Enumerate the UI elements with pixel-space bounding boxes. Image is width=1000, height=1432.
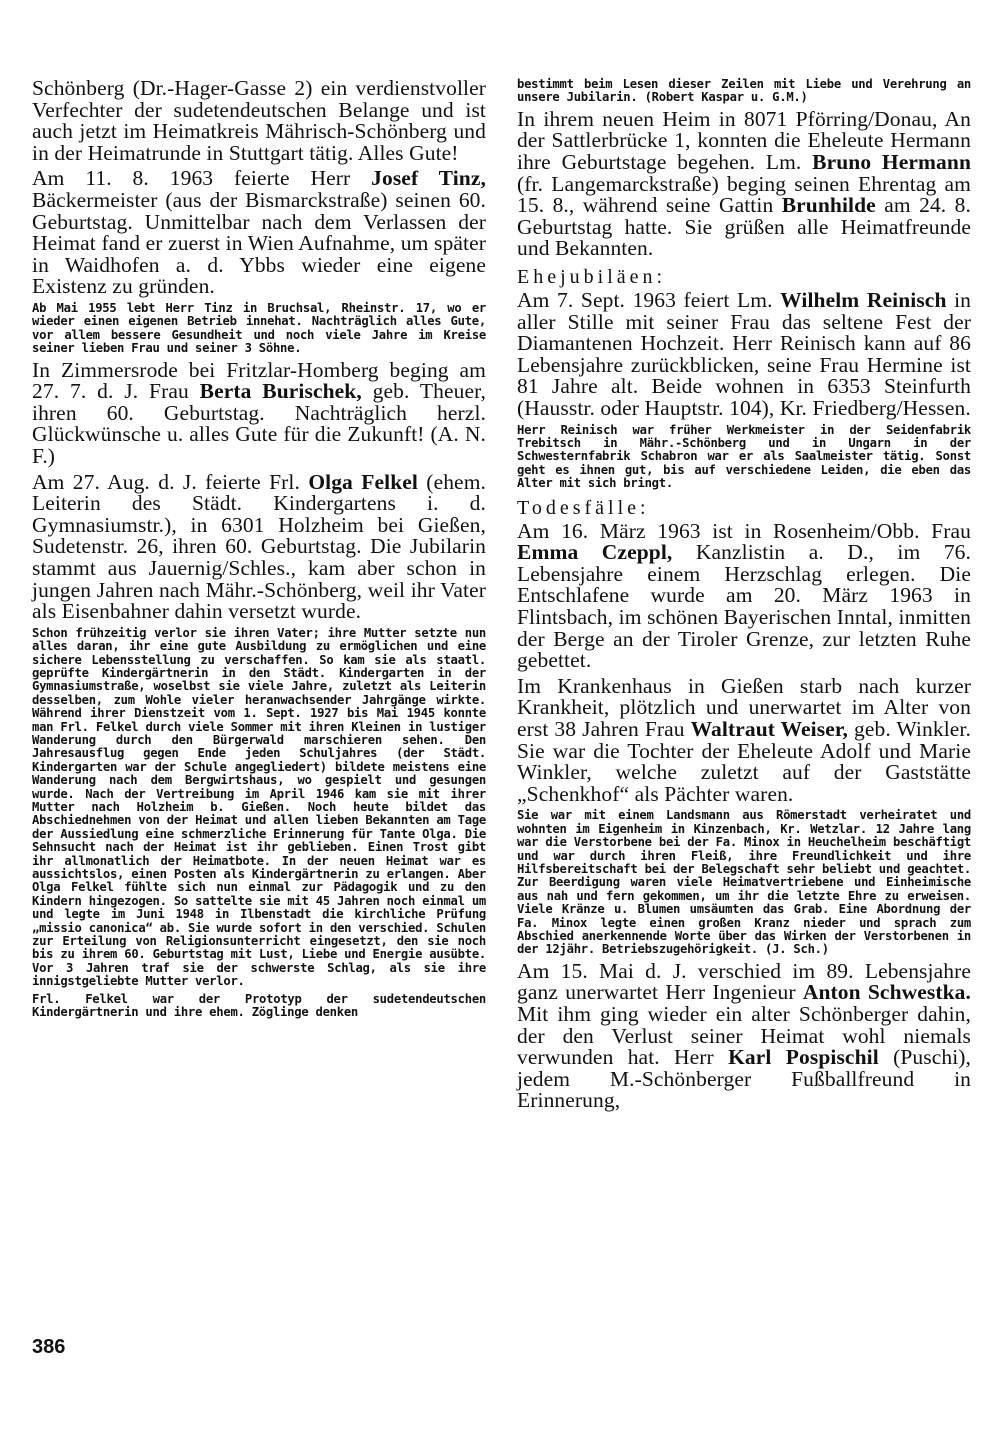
right-column — [517, 78, 971, 1116]
paragraph-text: Am 16. März 1963 ist in Rosenheim/Obb. Frau — [517, 518, 971, 543]
paragraph-text: In Zimmersrode bei Fritzlar-Homberg beging am 27. 7. d. J. Frau — [32, 357, 486, 404]
article-note: Ab Mai 1955 lebt Herr Tinz in Bruchsal, Rheinstr. 17, wo er wieder einen eigenen Betrieb innehat. Nachträglich alles Gute, vor allem bessere Gesundheit und noch viele Jahre im Kreise seiner lieben Frau und seiner 3 Söhne. — [32, 300, 486, 356]
article-paragraph — [517, 287, 972, 420]
person-name: Wilhelm Reinisch — [780, 287, 947, 312]
person-name: Josef Tinz, — [371, 166, 486, 191]
person-name: Berta Burischek, — [199, 379, 362, 404]
person-name: Emma Czeppl, — [517, 540, 673, 565]
page-number: 386 — [32, 1336, 66, 1358]
left-column — [32, 78, 486, 1023]
paragraph-text: Im Krankenhaus in Gießen starb nach kurzer Krankheit, plötzlich und unerwartet im Alter von erst 38 Jahren Frau — [517, 673, 971, 741]
article-paragraph — [32, 168, 486, 298]
paragraph-text: in aller Stille mit seiner Frau das seltene Fest der Diamantenen Hochzeit. Herr Reinisch kann auf 86 Lebensjahre zurückblicken, seine Frau Hermine ist 81 Jahre alt. Beide wohnen in 6353 Steinfurth (Hausstr. oder Hauptstr. 104), Kr. Friedberg/Hessen. — [517, 287, 972, 420]
paragraph-text: geb. Theuer, ihren 60. Geburtstag. Nachträglich herzl. Glückwünsche u. alles Gute für die Zukunft! (A. N. F.) — [32, 379, 486, 468]
person-name: Olga Felkel — [308, 469, 418, 494]
article-paragraph: Schönberg (Dr.-Hager-Gasse 2) ein verdienstvoller Verfechter der sudetendeutschen Belange und ist auch jetzt im Heimatkreis Mährisch-Schönberg und in der Heimatrunde in Stuttgart tätig. Alles Gute! — [32, 76, 486, 165]
paragraph-text: Bäckermeister (aus der Bismarckstraße) seinen 60. Geburtstag. Unmittelbar nach dem Verlassen der Heimat fand er zuerst in Wien Aufnahme, um später in Waidhofen a. d. Ybbs wieder eine eigene Existenz zu gründen. — [32, 187, 486, 299]
paragraph-text: Am 11. 8. 1963 feierte Herr — [32, 166, 372, 191]
article-note: Schon frühzeitig verlor sie ihren Vater; ihre Mutter setzte nun alles daran, ihr eine gute Ausbildung zu ermöglichen und eine sichere Lebensstellung zu verschaffen. So kam sie als staatl. geprüfte Kindergärtnerin in den Städt. Kindergarten in der Gymnasiumstraße, woselbst sie viele Jahre, zuletzt als Leiterin desselben, zum Wohle vieler heranwachsender Jahrgänge wirkte. Während ihrer Dienstzeit vom 1. Sept. 1927 bis Mai 1945 konnte man Frl. Felkel durch viele Sommer mit ihren Kleinen in lustiger Wanderung durch den Bürgerwald marschieren sehen. Den Jahresausflug gegen Ende jeden Schuljahres (der Städt. Kindergarten war der Schule angegliedert) bildete meistens eine Wanderung nach dem Bergwirtshaus, wo gespielt und gesungen wurde. Nach der Vertreibung im April 1946 kam sie mit ihrer Mutter nach Holzheim b. Gießen. Noch heute bildet das Abschiednehmen von der Heimat und allen lieben Bekannten am Tage der Aussiedlung eine schmerzliche Erinnerung für Tante Olga. Die Sehnsucht nach der Heimat ist ihr geblieben. Einen Trost gibt ihr allmonatlich der Heimatbote. In der neuen Heimat war es aussichtslos, einen Posten als Kindergärtnerin zu erlangen. Aber Olga Felkel fühlte sich nun einmal zur Pädagogik und zu den Kindern hingezogen. So sattelte sie mit 45 Jahren noch einmal um und legte im Juni 1948 in Ilbenstadt die kirchliche Prüfung „missio canonica“ ab. Sie wurde sofort in den verschied. Schulen zur Erteilung von Religionsunterricht eingesetzt, den sie noch bis zu ihrem 60. Geburtstag mit Lust, Liebe und Energie ausübte. Vor 3 Jahren traf sie der schwerste Schlag, als sie ihre innigstgeliebte Mutter verlor. — [32, 625, 486, 989]
paragraph-text: Am 27. Aug. d. J. feierte Frl. — [32, 469, 309, 494]
paragraph-text: geb. Winkler. Sie war die Tochter der Eheleute Adolf und Marie Winkler, welche zuletzt auf der Gaststätte „Schenkhof“ als Pächter waren. — [517, 716, 971, 806]
paragraph-text: Am 15. Mai d. J. verschied im 89. Lebensjahre ganz unerwartet Herr Ingenieur — [517, 958, 971, 1005]
person-name: Brunhilde — [781, 193, 876, 218]
person-name: Waltraut Weiser, — [690, 716, 848, 741]
person-name: Karl Pospischil — [728, 1045, 879, 1070]
person-name: Bruno Hermann — [812, 150, 971, 174]
paragraph-text: (ehem. Leiterin des Städt. Kindergartens i. d. Gymnasiumstr.), in 6301 Holzheim bei Gießen, Sudetenstr. 26, ihren 60. Geburtstag. Die Jubilarin stammt aus Jauernig/Schles., kam aber schon in jungen Jahren nach Mähr.-Schönberg, weil ihr Vater als Eisenbahner dahin versetzt wurde. — [32, 469, 486, 624]
article-note: Herr Reinisch war früher Werkmeister in der Seidenfabrik Trebitsch in Mähr.-Schönberg und in Ungarn in der Schwesternfabrik Schabron war er als Saalmeister tätig. Sonst geht es ihnen gut, bis auf verschiedene Leiden, die eben das Alter mit sich bringt. — [517, 422, 971, 491]
paragraph-text: In ihrem neuen Heim in 8071 Pförring/Donau, An der Sattlerbrücke 1, konnten die Eheleute Hermann ihre Geburtstage begehen. Lm. — [517, 106, 971, 174]
article-paragraph — [517, 673, 971, 806]
paragraph-text: Mit ihm ging wieder ein alter Schönberger dahin, der den Verlust seiner Heimat wohl niemals verwunden hat. Herr — [517, 1001, 971, 1070]
section-heading-ehejubilaeen: Ehejubiläen: — [517, 265, 667, 288]
paragraph-text: Kanzlistin a. D., im 76. Lebensjahre einem Herzschlag erlegen. Die Entschlafene wurde am 20. März 1963 in Flintsbach, im schönen Bayerischen Inntal, inmitten der Berge an der Tiroler Grenze, zur letzten Ruhe gebettet. — [517, 540, 971, 673]
article-note: Sie war mit einem Landsmann aus Römerstadt verheiratet und wohnten im Eigenheim in Kinzenbach, Kr. Wetzlar. 12 Jahre lang war die Verstorbene bei der Fa. Minox in Heuchelheim beschäftigt und war durch ihren Fleiß, ihre Freundlichkeit und ihre Hilfsbereitschaft bei der Belegschaft sehr beliebt und geachtet. Zur Beerdigung waren viele Heimatvertriebene und Einheimische aus nah und fern gekommen, um ihr die letzte Ehre zu erweisen. Viele Kränze u. Blumen umsäumten das Grab. Eine Abordnung der Fa. Minox legte einen großen Kranz nieder und sprach zum Abschied anerkennende Worte über das Wirken der Verstorbenen in der 12jähr. Betriebszugehörigkeit. (J. Sch.) — [517, 808, 971, 957]
article-paragraph — [517, 518, 971, 673]
person-name: Anton Schwestka. — [802, 980, 972, 1005]
section-heading-todesfaelle: Todesfälle: — [517, 496, 650, 519]
article-note: bestimmt beim Lesen dieser Zeilen mit Liebe und Verehrung an unsere Jubilarin. (Robert Kaspar u. G.M.) — [517, 77, 971, 105]
article-paragraph — [517, 958, 972, 1113]
article-paragraph — [32, 469, 486, 624]
article-paragraph — [517, 106, 971, 261]
paragraph-text: (Puschi), jedem M.-Schönberger Fußballfreund in Erinnerung, — [517, 1045, 971, 1113]
paragraph-text: (fr. Langemarckstraße) beging seinen Ehrentag am 15. 8., während seine Gattin — [517, 171, 971, 218]
article-paragraph — [32, 357, 486, 468]
paragraph-text: am 24. 8. Geburtstag hatte. Sie grüßen alle Heimatfreunde und Bekannten. — [517, 193, 971, 261]
article-note: Frl. Felkel war der Prototyp der sudetendeutschen Kindergärtnerin und ihre ehem. Zöglinge denken — [32, 991, 486, 1020]
paragraph-text: Am 7. Sept. 1963 feiert Lm. — [517, 287, 781, 312]
